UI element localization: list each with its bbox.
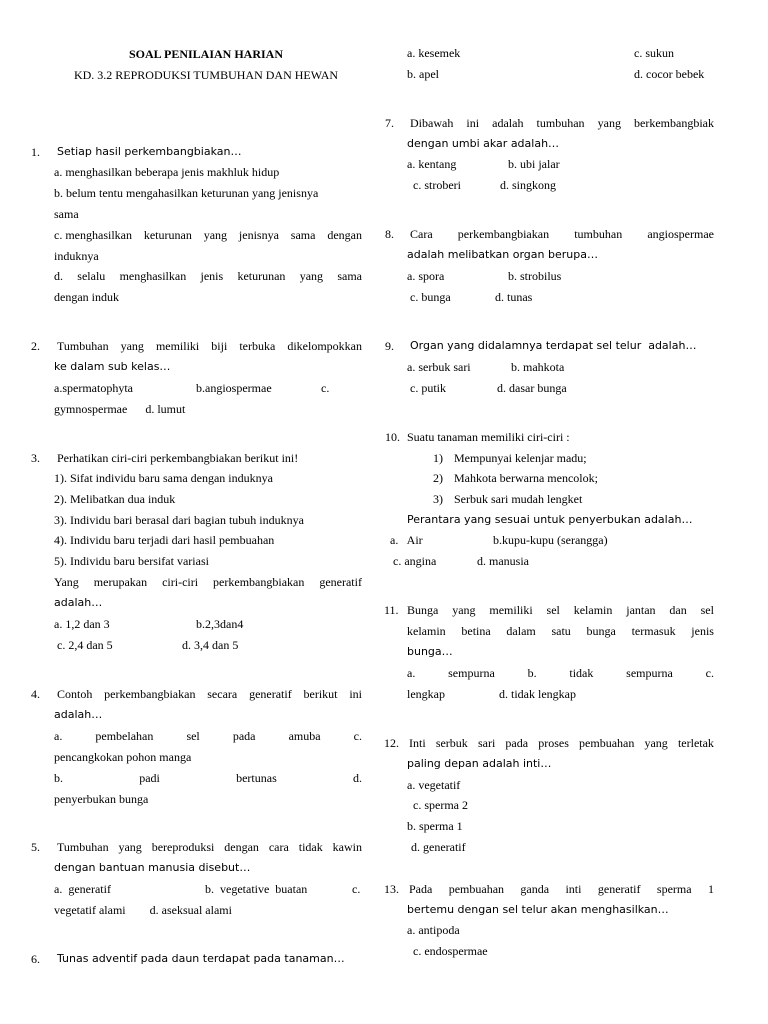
page-title: SOAL PENILAIAN HARIAN: [128, 47, 284, 61]
question-number: 3.: [31, 451, 40, 465]
list-item: Mempunyai kelenjar madu;: [454, 451, 587, 465]
option-c-d-cont: lengkap d. tidak lengkap: [407, 687, 576, 701]
list-item-number: 3): [433, 492, 443, 506]
option-b-cont: sama: [54, 207, 79, 221]
option-c: c. bunga: [410, 290, 451, 304]
option-a: a.spermatophyta: [54, 381, 133, 395]
list-item: 4). Individu baru terjadi dari hasil pembuahan: [54, 533, 275, 547]
option-c: c. angina: [393, 554, 437, 568]
option-d: d. tunas: [495, 290, 533, 304]
option-c: c. sperma 2: [413, 798, 468, 812]
question-number: 11.: [384, 603, 399, 617]
question-number: 2.: [31, 339, 40, 353]
option-b: b. strobilus: [508, 269, 562, 283]
question-prompt: Yang merupakan ciri-ciri perkembangbiakan generatif: [54, 575, 362, 589]
option-d: d. manusia: [477, 554, 529, 568]
option-a: a. antipoda: [407, 923, 460, 937]
question-number: 7.: [385, 116, 394, 130]
option-b: b. belum tentu mengahasilkan keturunan yang jenisnya: [54, 186, 319, 200]
page-subtitle: KD. 3.2 REPRODUKSI TUMBUHAN DAN HEWAN: [73, 68, 339, 82]
option-b: b.kupu-kupu (serangga): [493, 533, 608, 547]
option-c: c. sukun: [634, 46, 674, 60]
question-stem-cont: bunga…: [407, 645, 453, 658]
question-number: 6.: [31, 952, 40, 966]
option-c-d-cont: vegetatif alami d. aseksual alami: [54, 903, 232, 917]
question-number: 12.: [384, 736, 399, 750]
question-number: 4.: [31, 687, 40, 701]
question-number: 10.: [385, 430, 400, 444]
question-stem-cont: dengan bantuan manusia disebut…: [54, 861, 251, 874]
question-number: 5.: [31, 840, 40, 854]
question-number: 13.: [384, 882, 399, 896]
question-stem-cont: adalah melibatkan organ berupa…: [407, 248, 598, 261]
question-prompt: Perantara yang sesuai untuk penyerbukan adalah…: [407, 513, 693, 526]
option-a: a. menghasilkan beberapa jenis makhluk hidup: [54, 165, 280, 179]
option-c-cont: induknya: [54, 249, 99, 263]
question-stem: Cara perkembangbiakan tumbuhan angiospermae: [410, 227, 714, 241]
list-item: 1). Sifat individu baru sama dengan induknya: [54, 471, 273, 485]
option-b: b. mahkota: [511, 360, 565, 374]
question-stem-cont: paling depan adalah inti…: [407, 757, 552, 770]
option-c: c.: [352, 882, 361, 896]
option-d: d. cocor bebek: [634, 67, 705, 81]
list-item-number: 2): [433, 471, 443, 485]
option-c-d-cont: gymnospermae d. lumut: [54, 402, 186, 416]
option-b-d: b. padi bertunas d.: [54, 771, 362, 785]
option-b: b. apel: [407, 67, 439, 81]
question-stem: Tunas adventif pada daun terdapat pada tanaman…: [57, 952, 345, 965]
option-b: b.2,3dan4: [196, 617, 244, 631]
option-b: b.angiospermae: [196, 381, 272, 395]
option-d: d. singkong: [500, 178, 557, 192]
question-stem: Inti serbuk sari pada proses pembuahan yang terletak: [409, 736, 714, 750]
question-stem: Tumbuhan yang bereproduksi dengan cara tidak kawin: [57, 840, 362, 854]
question-stem: Bunga yang memiliki sel kelamin jantan dan sel: [407, 603, 714, 617]
options-a-c: a. sempurna b. tidak sempurna c.: [407, 666, 714, 680]
option-c: c. stroberi: [413, 178, 461, 192]
list-item: Mahkota berwarna mencolok;: [454, 471, 598, 485]
question-stem: Suatu tanaman memiliki ciri-ciri :: [407, 430, 570, 444]
option-d: d. 3,4 dan 5: [182, 638, 239, 652]
question-stem-cont: dengan umbi akar adalah…: [407, 137, 560, 150]
option-d: d. dasar bunga: [497, 381, 567, 395]
list-item: Serbuk sari mudah lengket: [454, 492, 583, 506]
list-item-number: 1): [433, 451, 443, 465]
option-c-cont: pencangkokan pohon manga: [54, 750, 192, 764]
option-a: a. serbuk sari: [407, 360, 471, 374]
option-c: c. endospermae: [413, 944, 488, 958]
option-c: c. 2,4 dan 5: [57, 638, 113, 652]
question-stem: Tumbuhan yang memiliki biji terbuka dikelompokkan: [57, 339, 362, 353]
option-c: c. putik: [410, 381, 446, 395]
list-item: 5). Individu baru bersifat variasi: [54, 554, 209, 568]
option-d-cont: penyerbukan bunga: [54, 792, 149, 806]
question-prompt-cont: adalah…: [54, 596, 103, 609]
question-number: 1.: [31, 145, 40, 159]
option-a: a. generatif: [54, 882, 111, 896]
question-stem: Perhatikan ciri-ciri perkembangbiakan berikut ini!: [57, 451, 299, 465]
option-a: a. kentang: [407, 157, 457, 171]
option-a: a. 1,2 dan 3: [54, 617, 110, 631]
question-stem: Contoh perkembangbiakan secara generatif berikut ini: [57, 687, 362, 701]
option-a-c: a. pembelahan sel pada amuba c.: [54, 729, 362, 743]
option-b: b. vegetative buatan: [205, 882, 308, 896]
question-number: 8.: [385, 227, 394, 241]
question-stem-cont: ke dalam sub kelas…: [54, 360, 171, 373]
option-c: c.: [321, 381, 330, 395]
option-b: b. ubi jalar: [508, 157, 560, 171]
question-stem-cont: bertemu dengan sel telur akan menghasilkan…: [407, 903, 669, 916]
option-c: c. menghasilkan keturunan yang jenisnya sama dengan: [54, 228, 362, 242]
list-item: 2). Melibatkan dua induk: [54, 492, 176, 506]
list-item: 3). Individu bari berasal dari bagian tubuh induknya: [54, 513, 304, 527]
option-a: a. vegetatif: [407, 778, 461, 792]
option-a: a. spora: [407, 269, 445, 283]
option-d: d. generatif: [411, 840, 466, 854]
option-a: a. Air: [390, 533, 423, 547]
question-stem: Organ yang didalamnya terdapat sel telur adalah…: [410, 339, 697, 352]
option-a: a. kesemek: [407, 46, 461, 60]
question-stem: Dibawah ini adalah tumbuhan yang berkembangbiak: [410, 116, 714, 130]
option-d: d. selalu menghasilkan jenis keturunan yang sama: [54, 269, 362, 283]
question-stem-cont: kelamin betina dalam satu bunga termasuk jenis: [407, 624, 714, 638]
option-b: b. sperma 1: [407, 819, 463, 833]
question-stem: Setiap hasil perkembangbiakan…: [57, 145, 242, 158]
question-stem: Pada pembuahan ganda inti generatif sperma 1: [409, 882, 714, 896]
question-stem-cont: adalah…: [54, 708, 103, 721]
question-number: 9.: [385, 339, 394, 353]
option-d-cont: dengan induk: [54, 290, 119, 304]
